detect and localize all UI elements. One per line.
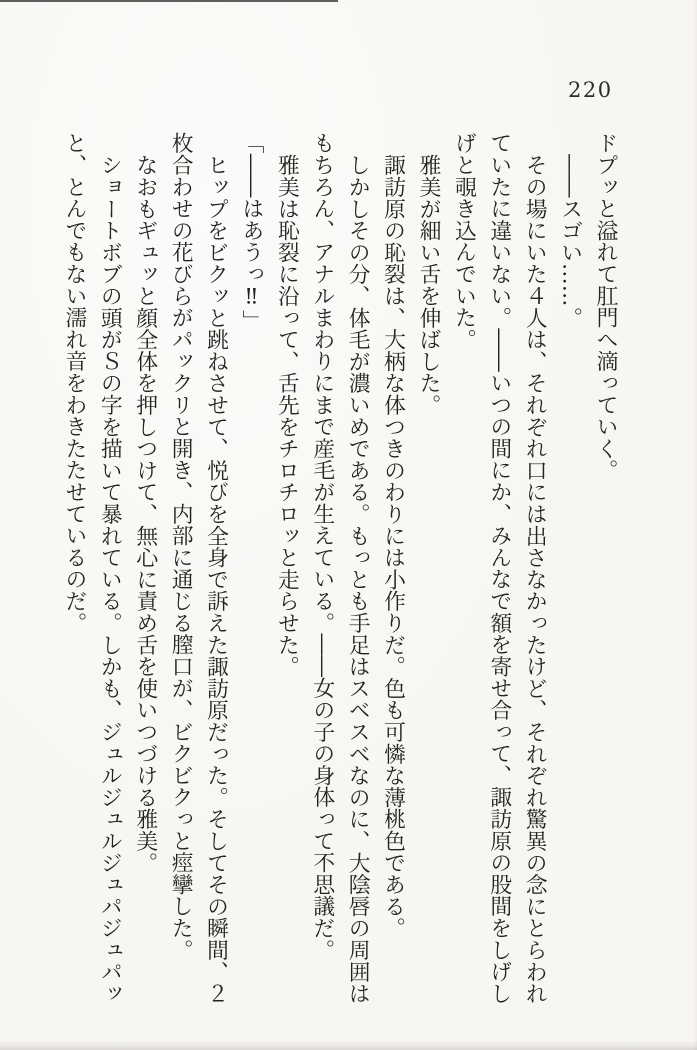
- page-number: 220: [568, 78, 613, 102]
- paragraph-9: ヒップをビクッと跳ねさせて、悦びを全身で訴えた諏訪原だった。そしてその瞬間、２枚合わせの花びらがパックリと開き、内部に通じる膣口が、ビクビクっと痙攣した。: [168, 132, 229, 1004]
- paragraph-5: 諏訪原の恥裂は、大柄な体つきのわりには小作りだ。色も可憐な薄桃色である。: [380, 153, 406, 939]
- paragraph-2: ――スゴい……。: [557, 153, 583, 329]
- paragraph-7: 雅美は恥裂に沿って、舌先をチロチロッと走らせた。: [274, 153, 300, 677]
- paragraph-10: なおもギュッと顔全体を押しつけて、無心に責め舌を使いつづける雅美。: [132, 153, 158, 874]
- paragraph-4: 雅美が細い舌を伸ばした。: [415, 153, 441, 416]
- paragraph-11: ショートボブの頭がＳの字を描いて暴れている。しかも、ジュルジュルジュパジュパッと、とんでもない濡れ音をわきたたせているのだ。: [61, 132, 123, 1004]
- scan-artifact-top-edge: [0, 0, 338, 2]
- scan-artifact-bottom-edge: [0, 1040, 697, 1050]
- scan-artifact-right-edge: [693, 0, 697, 1050]
- paragraph-8: 「――はあうっ‼」: [238, 132, 264, 332]
- paragraph-6: しかしその分、体毛が濃いめである。もっとも手足はスベスベなのに、大陰唇の周囲はもちろん、アナルまわりにまで産毛が生えている。――女の子の身体って不思議だ。: [309, 132, 371, 1004]
- vertical-text-block: [57, 132, 624, 1012]
- paragraph-1: ドプッと溢れて肛門へ滴っていく。: [593, 132, 618, 481]
- paragraph-3: その場にいた４人は、それぞれ口には出さなかったけど、それぞれ驚異の念にとらわれていたに違いない。――いつの間にか、みんなで額を寄せ合って、諏訪原の股間をしげしげと覗き込んでいた。: [451, 132, 548, 1004]
